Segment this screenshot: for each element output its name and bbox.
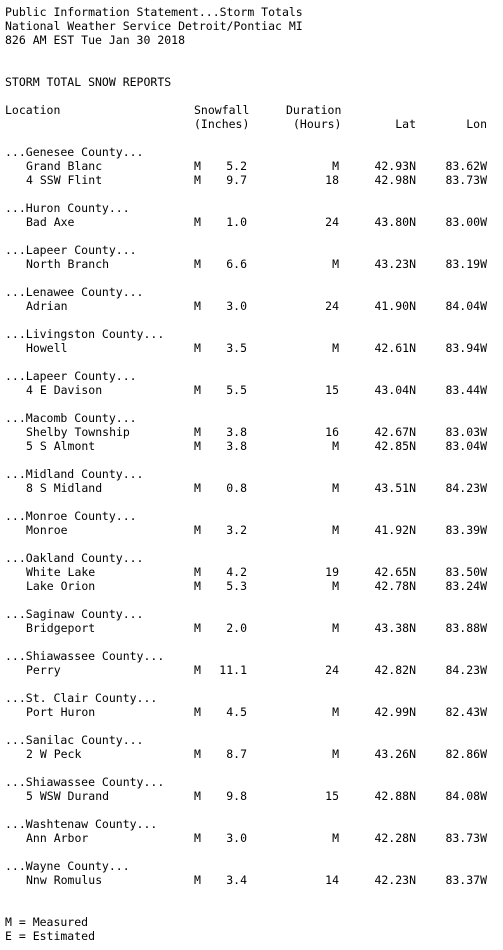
- county-heading: ...Monroe County...: [5, 509, 137, 523]
- measured-flag: M: [194, 159, 201, 173]
- longitude-value: 83.88W: [445, 621, 487, 635]
- snowfall-value: 3.2: [226, 523, 247, 537]
- report-location: Bridgeport: [26, 621, 96, 635]
- legend-measured: M = Measured: [5, 915, 89, 929]
- measured-flag: M: [194, 257, 201, 271]
- measured-flag: M: [194, 747, 201, 761]
- report-location: Howell: [26, 341, 68, 355]
- spacer: [5, 761, 500, 775]
- report-location: 4 E Davison: [26, 383, 103, 397]
- snowfall-value: 3.0: [226, 299, 247, 313]
- latitude-value: 42.61N: [374, 341, 416, 355]
- report-location: Shelby Township: [26, 425, 130, 439]
- longitude-value: 83.73W: [445, 831, 487, 845]
- report-row: [5, 873, 500, 887]
- county-heading: ...Midland County...: [5, 467, 144, 481]
- report-row: [5, 439, 500, 453]
- county-heading: ...Wayne County...: [5, 859, 130, 873]
- report-row: [5, 579, 500, 593]
- latitude-value: 42.85N: [374, 439, 416, 453]
- latitude-value: 42.23N: [374, 873, 416, 887]
- measured-flag: M: [194, 341, 201, 355]
- spacer: [5, 397, 500, 411]
- duration-value: 19: [325, 565, 339, 579]
- measured-flag: M: [194, 299, 201, 313]
- latitude-value: 43.38N: [374, 621, 416, 635]
- snowfall-value: 9.7: [226, 173, 247, 187]
- spacer: [5, 635, 500, 649]
- report-location: 4 SSW Flint: [26, 173, 103, 187]
- duration-value: M: [332, 481, 339, 495]
- longitude-value: 83.94W: [445, 341, 487, 355]
- spacer: [5, 803, 500, 817]
- statement-document: [5, 5, 500, 943]
- county-heading: ...Livingston County...: [5, 327, 165, 341]
- county-heading: ...Lapeer County...: [5, 243, 137, 257]
- snowfall-value: 5.2: [226, 159, 247, 173]
- snowfall-value: 6.6: [226, 257, 247, 271]
- duration-value: 24: [325, 299, 339, 313]
- snowfall-value: 3.0: [226, 831, 247, 845]
- report-row: [5, 789, 500, 803]
- snowfall-value: 0.8: [226, 481, 247, 495]
- snowfall-value: 1.0: [226, 215, 247, 229]
- latitude-value: 42.93N: [374, 159, 416, 173]
- county-heading: ...Lenawee County...: [5, 285, 144, 299]
- column-header-lon: Lon: [466, 117, 487, 131]
- measured-flag: M: [194, 565, 201, 579]
- duration-value: 15: [325, 383, 339, 397]
- latitude-value: 42.98N: [374, 173, 416, 187]
- spacer: [5, 537, 500, 551]
- latitude-value: 43.80N: [374, 215, 416, 229]
- report-location: Port Huron: [26, 705, 96, 719]
- measured-flag: M: [194, 831, 201, 845]
- duration-value: M: [332, 747, 339, 761]
- latitude-value: 43.23N: [374, 257, 416, 271]
- snowfall-value: 4.2: [226, 565, 247, 579]
- longitude-value: 82.43W: [445, 705, 487, 719]
- column-header-lat: Lat: [395, 117, 416, 131]
- section-title: STORM TOTAL SNOW REPORTS: [5, 75, 172, 89]
- longitude-value: 83.50W: [445, 565, 487, 579]
- duration-value: 24: [325, 663, 339, 677]
- spacer: [5, 355, 500, 369]
- duration-value: M: [332, 705, 339, 719]
- longitude-value: 84.08W: [445, 789, 487, 803]
- snowfall-value: 9.8: [226, 789, 247, 803]
- column-header-duration: Duration: [286, 103, 342, 117]
- snowfall-value: 3.4: [226, 873, 247, 887]
- snowfall-value: 3.8: [226, 439, 247, 453]
- latitude-value: 43.26N: [374, 747, 416, 761]
- report-row: [5, 705, 500, 719]
- duration-value: M: [332, 439, 339, 453]
- spacer: [5, 677, 500, 691]
- duration-value: M: [332, 257, 339, 271]
- snowfall-value: 4.5: [226, 705, 247, 719]
- longitude-value: 83.00W: [445, 215, 487, 229]
- column-header-location: Location: [5, 103, 61, 117]
- report-row: [5, 747, 500, 761]
- latitude-value: 42.67N: [374, 425, 416, 439]
- measured-flag: M: [194, 789, 201, 803]
- longitude-value: 83.04W: [445, 439, 487, 453]
- longitude-value: 83.37W: [445, 873, 487, 887]
- measured-flag: M: [194, 873, 201, 887]
- column-header-snowfall-units: (Inches): [194, 117, 250, 131]
- latitude-value: 42.78N: [374, 579, 416, 593]
- county-heading: ...Lapeer County...: [5, 369, 137, 383]
- report-row: [5, 481, 500, 495]
- report-row: [5, 565, 500, 579]
- measured-flag: M: [194, 579, 201, 593]
- measured-flag: M: [194, 621, 201, 635]
- report-row: [5, 173, 500, 187]
- snow-reports-list: [5, 131, 500, 887]
- report-location: White Lake: [26, 565, 96, 579]
- spacer: [5, 845, 500, 859]
- report-row: [5, 831, 500, 845]
- measured-flag: M: [194, 663, 201, 677]
- duration-value: M: [332, 831, 339, 845]
- duration-value: 14: [325, 873, 339, 887]
- report-row: [5, 299, 500, 313]
- column-header-row-1: [5, 103, 500, 117]
- report-location: 5 WSW Durand: [26, 789, 110, 803]
- longitude-value: 83.24W: [445, 579, 487, 593]
- spacer: [5, 887, 500, 901]
- spacer: [5, 131, 500, 145]
- longitude-value: 84.23W: [445, 481, 487, 495]
- snowfall-value: 5.3: [226, 579, 247, 593]
- spacer: [5, 719, 500, 733]
- snowfall-value: 3.5: [226, 341, 247, 355]
- report-location: Nnw Romulus: [26, 873, 103, 887]
- report-row: [5, 383, 500, 397]
- report-location: Grand Blanc: [26, 159, 103, 173]
- duration-value: M: [332, 523, 339, 537]
- report-row: [5, 159, 500, 173]
- longitude-value: 84.23W: [445, 663, 487, 677]
- latitude-value: 42.28N: [374, 831, 416, 845]
- duration-value: 15: [325, 789, 339, 803]
- longitude-value: 82.86W: [445, 747, 487, 761]
- duration-value: M: [332, 579, 339, 593]
- report-location: Lake Orion: [26, 579, 96, 593]
- report-row: [5, 663, 500, 677]
- spacer: [5, 495, 500, 509]
- latitude-value: 42.88N: [374, 789, 416, 803]
- spacer: [5, 271, 500, 285]
- report-row: [5, 215, 500, 229]
- spacer: [5, 313, 500, 327]
- snowfall-value: 11.1: [219, 663, 247, 677]
- measured-flag: M: [194, 481, 201, 495]
- spacer: [5, 187, 500, 201]
- county-heading: ...Shiawassee County...: [5, 775, 165, 789]
- report-location: North Branch: [26, 257, 110, 271]
- county-heading: ...Saginaw County...: [5, 607, 144, 621]
- longitude-value: 83.62W: [445, 159, 487, 173]
- measured-flag: M: [194, 173, 201, 187]
- snowfall-value: 8.7: [226, 747, 247, 761]
- spacer: [5, 229, 500, 243]
- measured-flag: M: [194, 439, 201, 453]
- column-header-snowfall: Snowfall: [194, 103, 250, 117]
- legend-estimated: E = Estimated: [5, 929, 96, 943]
- issue-time: 826 AM EST Tue Jan 30 2018: [5, 33, 186, 47]
- latitude-value: 43.04N: [374, 383, 416, 397]
- latitude-value: 43.51N: [374, 481, 416, 495]
- report-row: [5, 257, 500, 271]
- spacer: [5, 89, 500, 103]
- report-location: Monroe: [26, 523, 68, 537]
- latitude-value: 42.99N: [374, 705, 416, 719]
- snowfall-value: 5.5: [226, 383, 247, 397]
- duration-value: 24: [325, 215, 339, 229]
- report-row: [5, 621, 500, 635]
- report-location: 2 W Peck: [26, 747, 82, 761]
- county-heading: ...Oakland County...: [5, 551, 144, 565]
- measured-flag: M: [194, 425, 201, 439]
- snowfall-value: 2.0: [226, 621, 247, 635]
- county-heading: ...Washtenaw County...: [5, 817, 158, 831]
- report-location: 8 S Midland: [26, 481, 103, 495]
- latitude-value: 42.65N: [374, 565, 416, 579]
- latitude-value: 41.90N: [374, 299, 416, 313]
- county-heading: ...Macomb County...: [5, 411, 137, 425]
- duration-value: M: [332, 159, 339, 173]
- statement-title: Public Information Statement...Storm Totals: [5, 5, 303, 19]
- measured-flag: M: [194, 383, 201, 397]
- duration-value: 18: [325, 173, 339, 187]
- report-row: [5, 425, 500, 439]
- report-location: 5 S Almont: [26, 439, 96, 453]
- county-heading: ...Sanilac County...: [5, 733, 144, 747]
- column-header-row-2: [5, 117, 500, 131]
- issuing-office: National Weather Service Detroit/Pontiac MI: [5, 19, 303, 33]
- latitude-value: 41.92N: [374, 523, 416, 537]
- latitude-value: 42.82N: [374, 663, 416, 677]
- spacer: [5, 453, 500, 467]
- spacer: [5, 61, 500, 75]
- county-heading: ...Shiawassee County...: [5, 649, 165, 663]
- snowfall-value: 3.8: [226, 425, 247, 439]
- measured-flag: M: [194, 523, 201, 537]
- report-location: Perry: [26, 663, 61, 677]
- spacer: [5, 901, 500, 915]
- measured-flag: M: [194, 705, 201, 719]
- report-location: Bad Axe: [26, 215, 75, 229]
- column-header-duration-units: (Hours): [293, 117, 342, 131]
- county-heading: ...St. Clair County...: [5, 691, 158, 705]
- spacer: [5, 593, 500, 607]
- longitude-value: 83.03W: [445, 425, 487, 439]
- longitude-value: 83.39W: [445, 523, 487, 537]
- report-location: Adrian: [26, 299, 68, 313]
- longitude-value: 83.19W: [445, 257, 487, 271]
- report-row: [5, 523, 500, 537]
- report-row: [5, 341, 500, 355]
- longitude-value: 83.73W: [445, 173, 487, 187]
- spacer: [5, 47, 500, 61]
- county-heading: ...Genesee County...: [5, 145, 144, 159]
- duration-value: M: [332, 621, 339, 635]
- report-location: Ann Arbor: [26, 831, 89, 845]
- longitude-value: 83.44W: [445, 383, 487, 397]
- longitude-value: 84.04W: [445, 299, 487, 313]
- county-heading: ...Huron County...: [5, 201, 130, 215]
- duration-value: 16: [325, 425, 339, 439]
- measured-flag: M: [194, 215, 201, 229]
- duration-value: M: [332, 341, 339, 355]
